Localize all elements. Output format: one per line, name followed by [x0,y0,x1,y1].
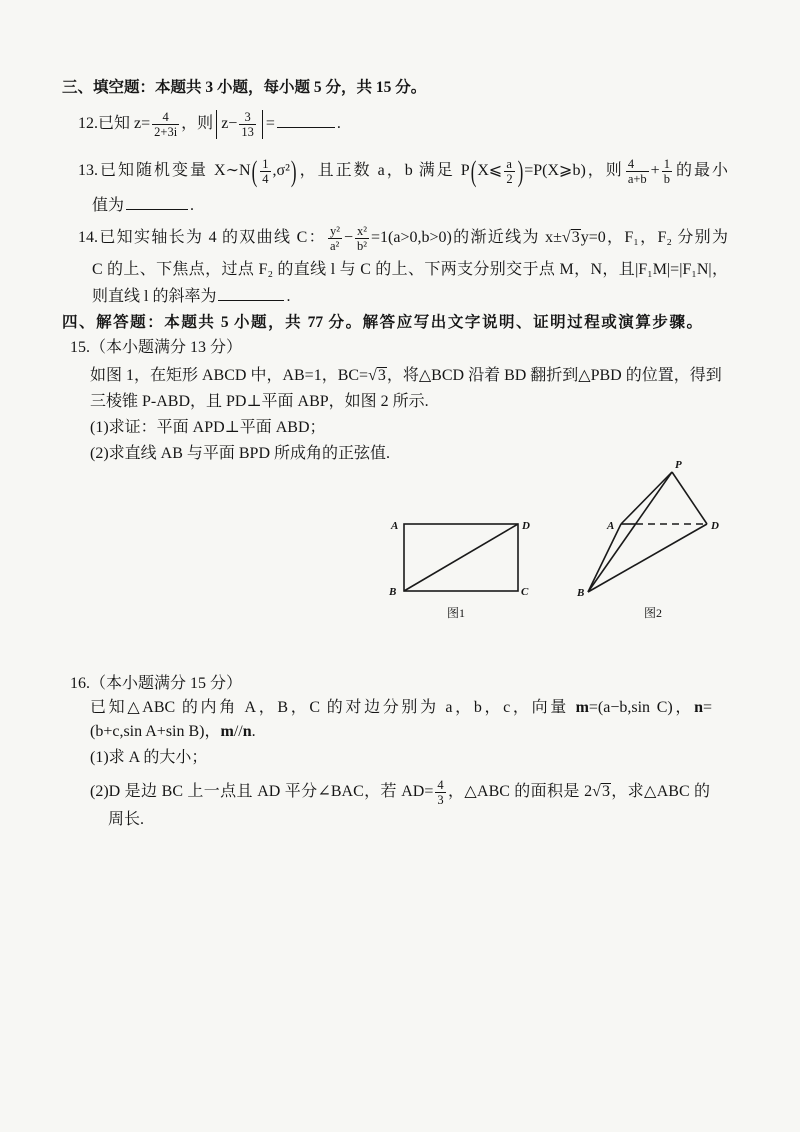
q12-fraction-z-numerator: 4 [162,110,169,124]
fig1-caption: 图1 [447,606,466,620]
question-13-line-2 [92,195,194,217]
q15-figures [360,455,760,630]
q16-parallel-symbol: // [233,723,243,740]
q16-line2-end: . [251,723,256,740]
q12-end: . [336,115,341,133]
q13-fraction-mean-numerator: 1 [262,157,269,171]
q15-line-1 [90,365,722,387]
q13-left-paren-1: ( [251,154,258,189]
q16-fraction-ad [435,778,445,807]
q13-fraction-4-over-a-plus-b [626,157,649,186]
q16-line2-lead: (b+c,sin A+sin B)， [90,723,221,740]
q13-lead: 13.已知随机变量 X∼N [78,162,251,180]
fig1-label-c: C [521,586,529,598]
q16-line-2 [90,721,256,743]
q13-left-paren-2: ( [470,154,477,189]
q15-part-2: (2)求直线 AB 与平面 BPD 所成角的正弦值. [90,445,391,462]
q16-sqrt-radicand: 3 [601,783,610,801]
q15-header: 15.（本小题满分 13 分） [70,339,243,356]
fig2-label-a: A [607,520,615,532]
q14-fraction-y2-a2 [328,224,342,253]
figure-1 [404,524,518,591]
fig1-label-b: B [389,586,397,598]
q12-fraction-3-13-denominator: 13 [241,125,254,139]
q14-line3-end: . [286,288,291,305]
q16-vector-m-2: m [220,723,234,740]
q12-fraction-3-13 [239,110,256,139]
q12-equals: = [265,115,275,133]
q14-line3-lead: 则直线 l 的斜率为 [92,288,217,305]
fig1-label-d: D [522,520,530,532]
fig2-edge-bd [588,524,707,592]
q16-line1-middle: =(a−b,sin C)， [588,699,695,716]
q16-header: 16.（本小题满分 15 分） [70,675,243,692]
q13-right-paren-1: ) [290,154,297,189]
q12-absolute-value [216,110,263,139]
question-14-line-1 [78,224,728,253]
q15-sqrt-radicand: 3 [377,367,386,384]
q16-part2-tail: ，求△ABC 的 [610,783,710,801]
q13-fraction-4-numerator: 4 [627,157,635,171]
q16-line1-lead: 已知△ABC 的内角 A，B，C 的对边分别为 a，b，c，向量 [90,699,576,716]
q16-part2-middle: ，△ABC 的面积是 2√ [447,783,601,801]
q16-vector-m: m [575,699,589,716]
fig1-diagonal-bd [404,524,518,591]
question-12 [78,110,341,139]
q16-fraction-ad-denominator: 3 [437,793,444,807]
q14-lead: 14.已知实轴长为 4 的双曲线 C： [78,229,326,247]
q12-fraction-3-13-numerator: 3 [244,110,251,124]
q13-fraction-mean [260,157,270,186]
q14-fraction-y2-numerator: y² [329,224,340,238]
q16-line-1 [90,697,712,719]
q12-abs-expression: z− [221,115,238,133]
q13-middle-2: =P(X⩾b)，则 [524,162,624,180]
q13-sigma: ,σ² [272,162,290,180]
q13-plus: + [650,162,660,180]
fig2-edge-pa [621,472,672,524]
q13-line2-lead: 值为 [92,197,125,214]
q13-fraction-4-denominator: a+b [627,172,647,186]
section4-title: 四、解答题：本题共 5 小题，共 77 分。解答应写出文字说明、证明过程或演算步骤。 [62,314,702,331]
q16-part-2 [90,778,710,807]
q14-middle: =1(a>0,b>0)的渐近线为 x±√ [370,229,571,247]
q12-fraction-z [152,110,179,139]
q13-fraction-a-half-numerator: a [506,157,512,171]
fig2-edge-pb [588,472,672,592]
q13-fraction-1-over-b [662,157,672,186]
q12-lead: 12.已知 z= [78,115,151,133]
q14-tail: y=0，F₁，F₂ 分别为 [580,229,728,247]
q14-minus: − [343,229,353,247]
q14-fraction-x2-b2 [355,224,369,253]
q16-vector-n-2: n [242,723,252,740]
question-13-line-1 [78,154,728,189]
figure-2 [588,472,707,592]
fig1-label-a: A [391,520,399,532]
q16-line1-end: = [702,699,712,716]
q13-fraction-mean-denominator: 4 [262,172,269,186]
question-14-line-3 [92,286,290,308]
q13-fraction-1-denominator: b [663,172,670,186]
q13-fraction-a-half [504,157,514,186]
q15-line1-lead: 如图 1，在矩形 ABCD 中，AB=1，BC=√ [90,367,377,384]
q14-fraction-b2-denominator: b² [356,239,367,253]
q15-line-2: 三棱锥 P-ABD，且 PD⊥平面 ABP，如图 2 所示. [90,393,429,410]
q16-vector-n: n [694,699,703,716]
fig2-label-p: P [675,459,682,471]
section3-title: 三、填空题：本题共 3 小题，每小题 5 分，共 15 分。 [62,79,427,96]
q12-answer-blank [277,113,335,128]
question-14-line-2: C 的上、下焦点，过点 F₂ 的直线 l 与 C 的上、下两支分别交于点 M，N，且|F₁M|=|F₁N|， [92,261,728,278]
q14-fraction-x2-numerator: x² [356,224,367,238]
fig2-edge-pd [672,472,707,524]
q12-connector: ，则 [181,115,214,133]
q16-part2-lead: (2)D 是边 BC 上一点且 AD 平分∠BAC，若 AD= [90,783,434,801]
q13-x-le: X⩽ [477,162,503,180]
q13-answer-blank [126,195,188,210]
fig2-label-b: B [577,587,585,599]
q15-line1-tail: ，将△BCD 沿着 BD 翻折到△PBD 的位置，得到 [386,367,722,384]
q13-tail: 的最小 [673,162,728,180]
fig2-label-d: D [711,520,719,532]
q16-part-1: (1)求 A 的大小； [90,749,208,766]
q16-part-2-line-2: 周长. [108,811,145,828]
q16-fraction-ad-numerator: 4 [437,778,444,792]
q13-right-paren-2: ) [517,154,524,189]
q14-sqrt-radicand: 3 [571,229,580,247]
q14-fraction-a2-denominator: a² [328,238,342,253]
q13-line2-end: . [190,197,195,214]
q13-fraction-1-numerator: 1 [663,157,670,171]
fig2-caption: 图2 [644,606,663,620]
q15-part-1: (1)求证：平面 APD⊥平面 ABD； [90,419,326,436]
q14-answer-blank [218,286,284,301]
q13-fraction-a-half-denominator: 2 [506,172,513,186]
q13-middle-1: ，且正数 a，b 满足 P [297,162,470,180]
q12-fraction-z-denominator: 2+3i [154,125,178,139]
